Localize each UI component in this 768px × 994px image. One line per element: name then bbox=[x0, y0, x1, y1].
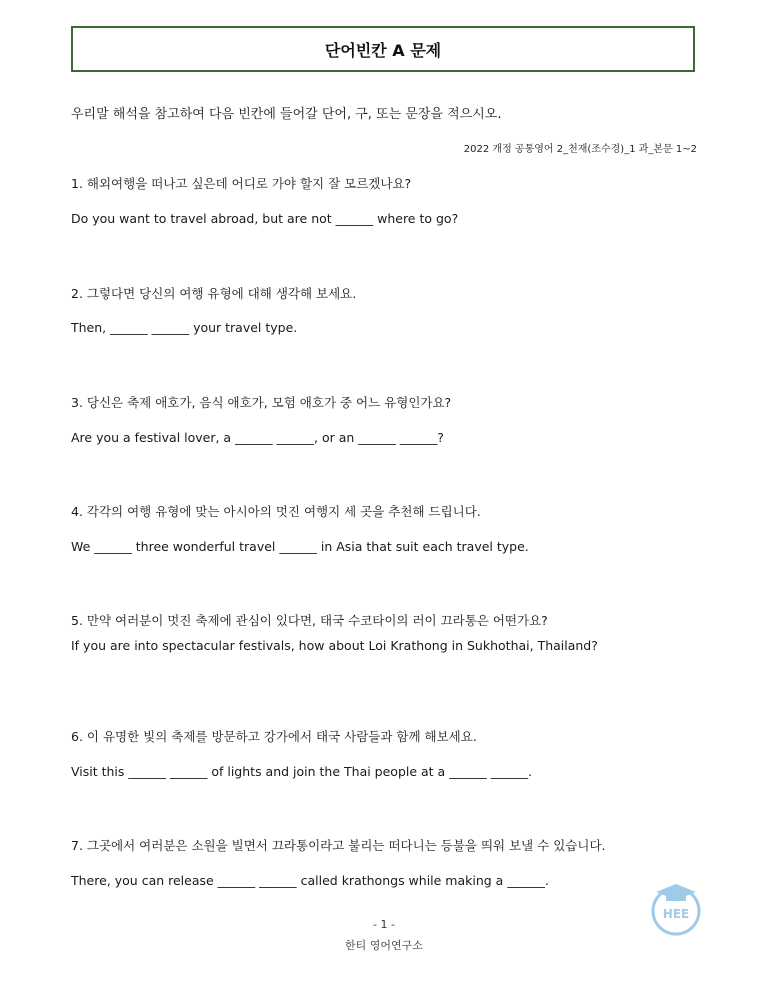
instruction-text: 우리말 해석을 참고하여 다음 빈칸에 들어갈 단어, 구, 또는 문장을 적으시오. bbox=[71, 107, 502, 122]
question-english: Are you a festival lover, a ______ ______, or an ______ ______? bbox=[71, 430, 444, 445]
page-number: - 1 - bbox=[373, 918, 395, 931]
question-english: Do you want to travel abroad, but are not ______ where to go? bbox=[71, 211, 459, 226]
question-korean: 4. 각각의 여행 유형에 맞는 아시아의 멋진 여행지 세 곳을 추천해 드립니다. bbox=[71, 504, 481, 519]
graduation-cap-icon bbox=[650, 880, 702, 936]
question-korean: 2. 그렇다면 당신의 여행 유형에 대해 생각해 보세요. bbox=[71, 286, 357, 301]
question-korean: 5. 만약 여러분이 멋진 축제에 관심이 있다면, 태국 수코타이의 러이 끄라통은 어떤가요? bbox=[71, 613, 548, 628]
logo-text: HEE bbox=[662, 907, 690, 921]
question-english: Visit this ______ ______ of lights and join the Thai people at a ______ ______. bbox=[71, 764, 533, 779]
question-korean: 7. 그곳에서 여러분은 소원을 빌면서 끄라통이라고 불리는 떠다니는 등불을 띄워 보낼 수 있습니다. bbox=[71, 838, 606, 853]
question-english: Then, ______ ______ your travel type. bbox=[71, 320, 298, 335]
question-english: There, you can release ______ ______ called krathongs while making a ______. bbox=[71, 873, 549, 888]
logo bbox=[650, 880, 702, 936]
title-box bbox=[71, 26, 695, 72]
question-english: We ______ three wonderful travel ______ in Asia that suit each travel type. bbox=[71, 539, 529, 554]
question-korean: 1. 해외여행을 떠나고 싶은데 어디로 가야 할지 잘 모르겠나요? bbox=[71, 176, 412, 191]
question-english: If you are into spectacular festivals, how about Loi Krathong in Sukhothai, Thailand? bbox=[71, 638, 598, 653]
source-text: 2022 개정 공통영어 2_천재(조수경)_1 과_본문 1~2 bbox=[463, 144, 697, 155]
question-korean: 6. 이 유명한 빛의 축제를 방문하고 강가에서 태국 사람들과 함께 해보세요. bbox=[71, 729, 477, 744]
question-korean: 3. 당신은 축제 애호가, 음식 애호가, 모험 애호가 중 어느 유형인가요? bbox=[71, 395, 452, 410]
page-title: 단어빈칸 A 문제 bbox=[324, 40, 442, 60]
footer-text: 한티 영어연구소 bbox=[345, 939, 423, 952]
